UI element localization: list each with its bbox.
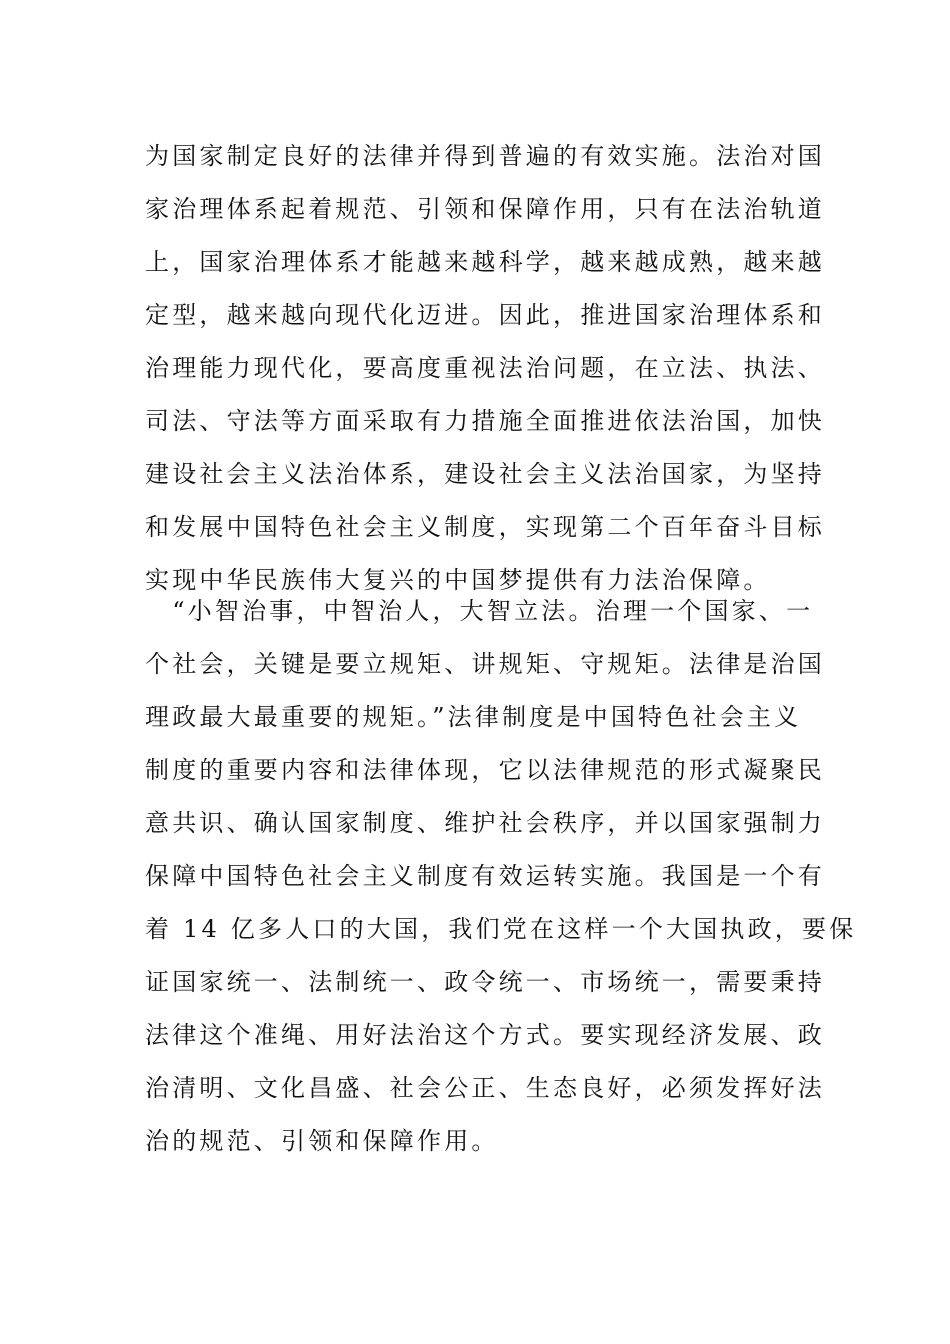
text-line: 制度的重要内容和法律体现，它以法律规范的形式凝聚民 — [145, 756, 825, 784]
text-line: 治的规范、引领和保障作用。 — [145, 1127, 499, 1155]
text-line: 个社会，关键是要立规矩、讲规矩、守规矩。法律是治国 — [145, 650, 825, 678]
text-line: 司法、守法等方面采取有力措施全面推进依法治国，加快 — [145, 407, 825, 435]
text-line: 和发展中国特色社会主义制度，实现第二个百年奋斗目标 — [145, 513, 825, 541]
text-line: 家治理体系起着规范、引领和保障作用，只有在法治轨道 — [145, 195, 825, 223]
text-line: 法律这个准绳、用好法治这个方式。要实现经济发展、政 — [145, 1021, 825, 1049]
paragraph-1 — [145, 130, 825, 607]
text-line: “小智治事，中智治人，大智立法。治理一个国家、一 — [145, 597, 814, 625]
text-line: 为国家制定良好的法律并得到普遍的有效实施。法治对国 — [145, 142, 825, 170]
text-line: 建设社会主义法治体系，建设社会主义法治国家，为坚持 — [145, 460, 825, 488]
text-line: 上，国家治理体系才能越来越科学，越来越成熟，越来越 — [145, 248, 825, 276]
text-line: 实现中华民族伟大复兴的中国梦提供有力法治保障。 — [145, 566, 771, 594]
text-line: 证国家统一、法制统一、政令统一、市场统一，需要秉持 — [145, 968, 825, 996]
text-line: 理政最大最重要的规矩。”法律制度是中国特色社会主义 — [145, 703, 802, 731]
paragraph-2 — [145, 585, 857, 1168]
text-line: 治清明、文化昌盛、社会公正、生态良好，必须发挥好法 — [145, 1074, 825, 1102]
text-line: 治理能力现代化，要高度重视法治问题，在立法、执法、 — [145, 354, 825, 382]
text-line: 着 14 亿多人口的大国，我们党在这样一个大国执政，要保 — [145, 915, 857, 943]
text-line: 保障中国特色社会主义制度有效运转实施。我国是一个有 — [145, 862, 825, 890]
text-line: 定型，越来越向现代化迈进。因此，推进国家治理体系和 — [145, 301, 825, 329]
text-line: 意共识、确认国家制度、维护社会秩序，并以国家强制力 — [145, 809, 825, 837]
